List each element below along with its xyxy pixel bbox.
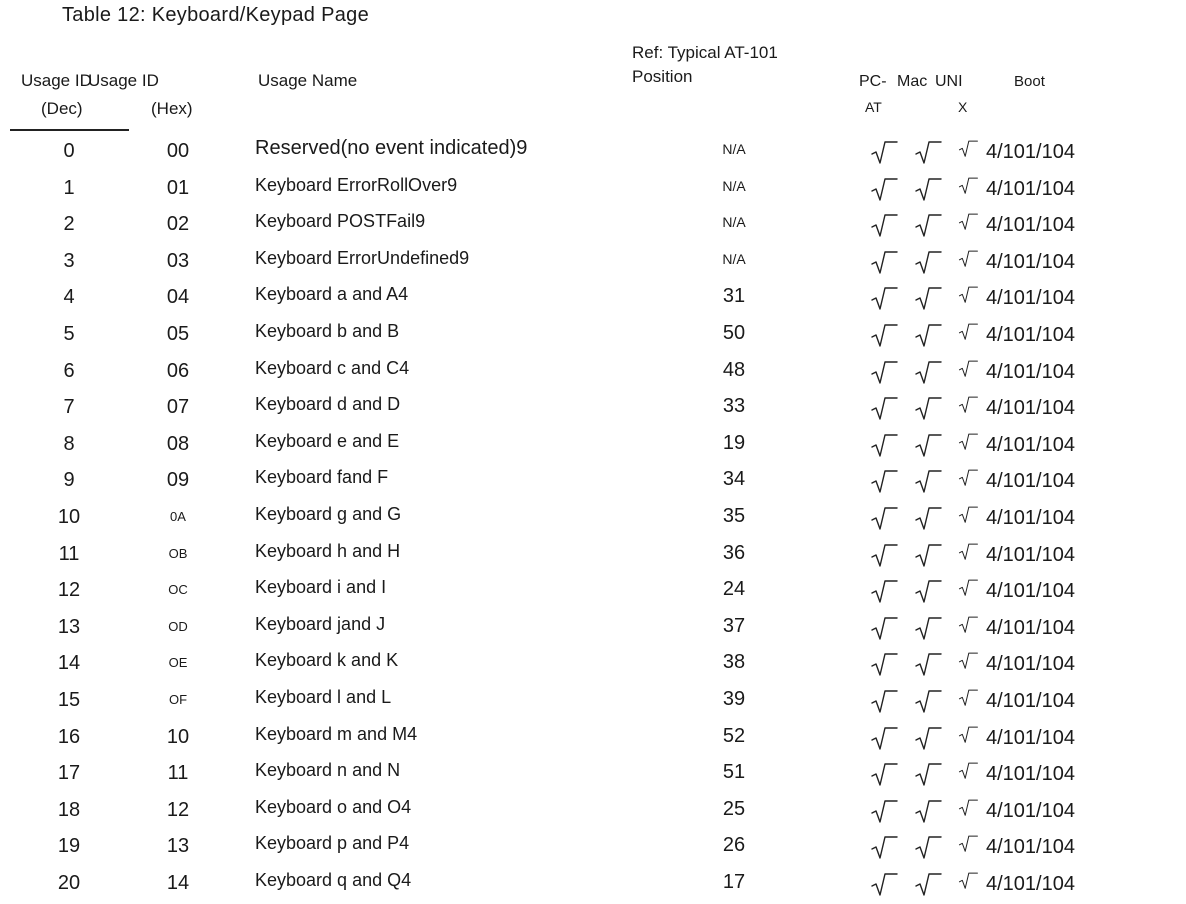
- usage-id-dec: 12: [57, 579, 81, 601]
- mac-check-icon: [914, 834, 942, 858]
- usage-name: Keyboard ErrorUndefined9: [255, 248, 470, 268]
- usage-id-hex: 13: [166, 835, 190, 857]
- pc-at-check-icon: [870, 176, 898, 200]
- usage-name: Keyboard n and N: [255, 760, 401, 780]
- unix-check-icon: [958, 285, 986, 309]
- usage-id-dec: 3: [63, 250, 75, 272]
- pc-at-check-icon: [870, 285, 898, 309]
- boot-value: 4/101/104: [986, 653, 1075, 675]
- usage-id-dec: 14: [57, 652, 81, 674]
- usage-name: Keyboard q and Q4: [255, 870, 412, 890]
- header-dec: (Dec): [41, 99, 83, 118]
- ref-position: 24: [722, 578, 746, 600]
- ref-position: 37: [722, 615, 746, 637]
- boot-value: 4/101/104: [986, 141, 1075, 163]
- mac-check-icon: [914, 688, 942, 712]
- pc-at-check-icon: [870, 395, 898, 419]
- unix-check-icon: [958, 688, 986, 712]
- mac-check-icon: [914, 359, 942, 383]
- header-mac: Mac: [897, 73, 928, 90]
- ref-position: 50: [722, 322, 746, 344]
- usage-name: Reserved(no event indicated)9: [255, 137, 528, 159]
- mac-check-icon: [914, 871, 942, 895]
- header-pc: PC-: [859, 73, 887, 90]
- header-hex: (Hex): [151, 99, 193, 118]
- ref-position: 36: [722, 542, 746, 564]
- unix-check-icon: [958, 578, 986, 602]
- pc-at-check-icon: [870, 505, 898, 529]
- ref-position: 35: [722, 505, 746, 527]
- ref-position: N/A: [722, 178, 746, 194]
- pc-at-check-icon: [870, 834, 898, 858]
- ref-position: 31: [722, 285, 746, 307]
- mac-check-icon: [914, 542, 942, 566]
- ref-position: N/A: [722, 251, 746, 267]
- header-unix-x: X: [958, 99, 968, 115]
- usage-id-hex: 00: [166, 140, 190, 162]
- usage-id-hex: 05: [166, 323, 190, 345]
- unix-check-icon: [958, 505, 986, 529]
- boot-value: 4/101/104: [986, 836, 1075, 858]
- usage-id-hex: 0A: [170, 509, 186, 524]
- boot-value: 4/101/104: [986, 434, 1075, 456]
- ref-position: 26: [722, 834, 746, 856]
- usage-id-dec: 19: [57, 835, 81, 857]
- pc-at-check-icon: [870, 725, 898, 749]
- usage-id-dec: 7: [63, 396, 75, 418]
- usage-name: Keyboard l and L: [255, 687, 392, 707]
- usage-name: Keyboard h and H: [255, 541, 401, 561]
- unix-check-icon: [958, 468, 986, 492]
- usage-id-hex: 09: [166, 469, 190, 491]
- boot-value: 4/101/104: [986, 470, 1075, 492]
- ref-position: 38: [722, 651, 746, 673]
- usage-id-hex: OD: [168, 619, 188, 634]
- mac-check-icon: [914, 725, 942, 749]
- pc-at-check-icon: [870, 212, 898, 236]
- mac-check-icon: [914, 505, 942, 529]
- table-title: Table 12: Keyboard/Keypad Page: [62, 4, 369, 26]
- boot-value: 4/101/104: [986, 873, 1075, 895]
- pc-at-check-icon: [870, 322, 898, 346]
- boot-value: 4/101/104: [986, 324, 1075, 346]
- usage-name: Keyboard e and E: [255, 431, 400, 451]
- usage-id-dec: 5: [63, 323, 75, 345]
- unix-check-icon: [958, 798, 986, 822]
- unix-check-icon: [958, 725, 986, 749]
- usage-id-hex: 04: [166, 286, 190, 308]
- unix-check-icon: [958, 615, 986, 639]
- header-ref-line1: Ref: Typical AT-101: [632, 43, 778, 62]
- boot-value: 4/101/104: [986, 361, 1075, 383]
- usage-name: Keyboard ErrorRollOver9: [255, 175, 458, 195]
- usage-id-dec: 16: [57, 726, 81, 748]
- usage-id-dec: 9: [63, 469, 75, 491]
- ref-position: 19: [722, 432, 746, 454]
- pc-at-check-icon: [870, 615, 898, 639]
- boot-value: 4/101/104: [986, 507, 1075, 529]
- pc-at-check-icon: [870, 249, 898, 273]
- unix-check-icon: [958, 322, 986, 346]
- usage-id-dec: 20: [57, 872, 81, 894]
- usage-name: Keyboard d and D: [255, 394, 401, 414]
- mac-check-icon: [914, 468, 942, 492]
- pc-at-check-icon: [870, 542, 898, 566]
- mac-check-icon: [914, 578, 942, 602]
- usage-name: Keyboard a and A4: [255, 284, 409, 304]
- mac-check-icon: [914, 212, 942, 236]
- usage-id-hex: 14: [166, 872, 190, 894]
- header-rule: [10, 129, 129, 131]
- usage-id-hex: 06: [166, 360, 190, 382]
- ref-position: 52: [722, 725, 746, 747]
- usage-id-hex: 07: [166, 396, 190, 418]
- pc-at-check-icon: [870, 871, 898, 895]
- header-pc-at: AT: [865, 99, 882, 115]
- unix-check-icon: [958, 212, 986, 236]
- mac-check-icon: [914, 176, 942, 200]
- usage-id-dec: 8: [63, 433, 75, 455]
- usage-name: Keyboard c and C4: [255, 358, 410, 378]
- mac-check-icon: [914, 139, 942, 163]
- ref-position: 33: [722, 395, 746, 417]
- usage-name: Keyboard g and G: [255, 504, 402, 524]
- pc-at-check-icon: [870, 798, 898, 822]
- usage-id-dec: 1: [63, 177, 75, 199]
- boot-value: 4/101/104: [986, 287, 1075, 309]
- mac-check-icon: [914, 432, 942, 456]
- header-usage-name: Usage Name: [258, 71, 358, 90]
- unix-check-icon: [958, 176, 986, 200]
- usage-name: Keyboard i and I: [255, 577, 387, 597]
- usage-id-dec: 11: [58, 543, 80, 565]
- mac-check-icon: [914, 322, 942, 346]
- usage-name: Keyboard POSTFail9: [255, 211, 426, 231]
- mac-check-icon: [914, 249, 942, 273]
- boot-value: 4/101/104: [986, 580, 1075, 602]
- usage-id-hex: OB: [168, 546, 188, 561]
- boot-value: 4/101/104: [986, 214, 1075, 236]
- usage-id-dec: 15: [57, 689, 81, 711]
- usage-name: Keyboard jand J: [255, 614, 386, 634]
- unix-check-icon: [958, 761, 986, 785]
- usage-id-hex: 11: [167, 762, 189, 784]
- ref-position: N/A: [722, 214, 746, 230]
- unix-check-icon: [958, 139, 986, 163]
- boot-value: 4/101/104: [986, 251, 1075, 273]
- unix-check-icon: [958, 542, 986, 566]
- header-unix: UNI: [935, 73, 963, 90]
- header-usage-id-hex: Usage ID: [88, 71, 159, 90]
- usage-id-hex: 02: [166, 213, 190, 235]
- usage-id-dec: 18: [57, 799, 81, 821]
- unix-check-icon: [958, 834, 986, 858]
- boot-value: 4/101/104: [986, 617, 1075, 639]
- unix-check-icon: [958, 395, 986, 419]
- mac-check-icon: [914, 395, 942, 419]
- ref-position: 51: [722, 761, 746, 783]
- boot-value: 4/101/104: [986, 727, 1075, 749]
- usage-name: Keyboard o and O4: [255, 797, 412, 817]
- unix-check-icon: [958, 651, 986, 675]
- usage-name: Keyboard p and P4: [255, 833, 410, 853]
- pc-at-check-icon: [870, 359, 898, 383]
- pc-at-check-icon: [870, 139, 898, 163]
- usage-id-dec: 4: [63, 286, 75, 308]
- pc-at-check-icon: [870, 761, 898, 785]
- usage-id-hex: OF: [168, 692, 188, 707]
- mac-check-icon: [914, 651, 942, 675]
- usage-id-hex: OC: [168, 582, 188, 597]
- usage-id-hex: 10: [166, 726, 190, 748]
- usage-id-hex: 12: [166, 799, 190, 821]
- pc-at-check-icon: [870, 468, 898, 492]
- mac-check-icon: [914, 761, 942, 785]
- mac-check-icon: [914, 798, 942, 822]
- usage-id-dec: 6: [63, 360, 75, 382]
- usage-id-dec: 13: [57, 616, 81, 638]
- pc-at-check-icon: [870, 651, 898, 675]
- boot-value: 4/101/104: [986, 800, 1075, 822]
- pc-at-check-icon: [870, 432, 898, 456]
- boot-value: 4/101/104: [986, 690, 1075, 712]
- usage-id-hex: OE: [168, 655, 188, 670]
- pc-at-check-icon: [870, 688, 898, 712]
- usage-name: Keyboard fand F: [255, 467, 389, 487]
- boot-value: 4/101/104: [986, 763, 1075, 785]
- mac-check-icon: [914, 615, 942, 639]
- usage-name: Keyboard k and K: [255, 650, 399, 670]
- usage-id-dec: 10: [57, 506, 81, 528]
- usage-id-dec: 0: [63, 140, 75, 162]
- pc-at-check-icon: [870, 578, 898, 602]
- header-ref-line2: Position: [632, 67, 693, 86]
- mac-check-icon: [914, 285, 942, 309]
- usage-id-dec: 17: [57, 762, 81, 784]
- usage-name: Keyboard m and M4: [255, 724, 418, 744]
- boot-value: 4/101/104: [986, 178, 1075, 200]
- unix-check-icon: [958, 432, 986, 456]
- ref-position: 17: [722, 871, 746, 893]
- boot-value: 4/101/104: [986, 397, 1075, 419]
- usage-id-hex: 03: [166, 250, 190, 272]
- unix-check-icon: [958, 249, 986, 273]
- boot-value: 4/101/104: [986, 544, 1075, 566]
- ref-position: 39: [722, 688, 746, 710]
- usage-id-dec: 2: [63, 213, 75, 235]
- ref-position: 25: [722, 798, 746, 820]
- ref-position: N/A: [722, 141, 746, 157]
- unix-check-icon: [958, 359, 986, 383]
- header-boot: Boot: [1014, 73, 1045, 90]
- header-usage-id-dec: Usage ID: [21, 71, 92, 90]
- usage-id-hex: 08: [166, 433, 190, 455]
- ref-position: 34: [722, 468, 746, 490]
- ref-position: 48: [722, 359, 746, 381]
- usage-id-hex: 01: [166, 177, 190, 199]
- unix-check-icon: [958, 871, 986, 895]
- usage-name: Keyboard b and B: [255, 321, 400, 341]
